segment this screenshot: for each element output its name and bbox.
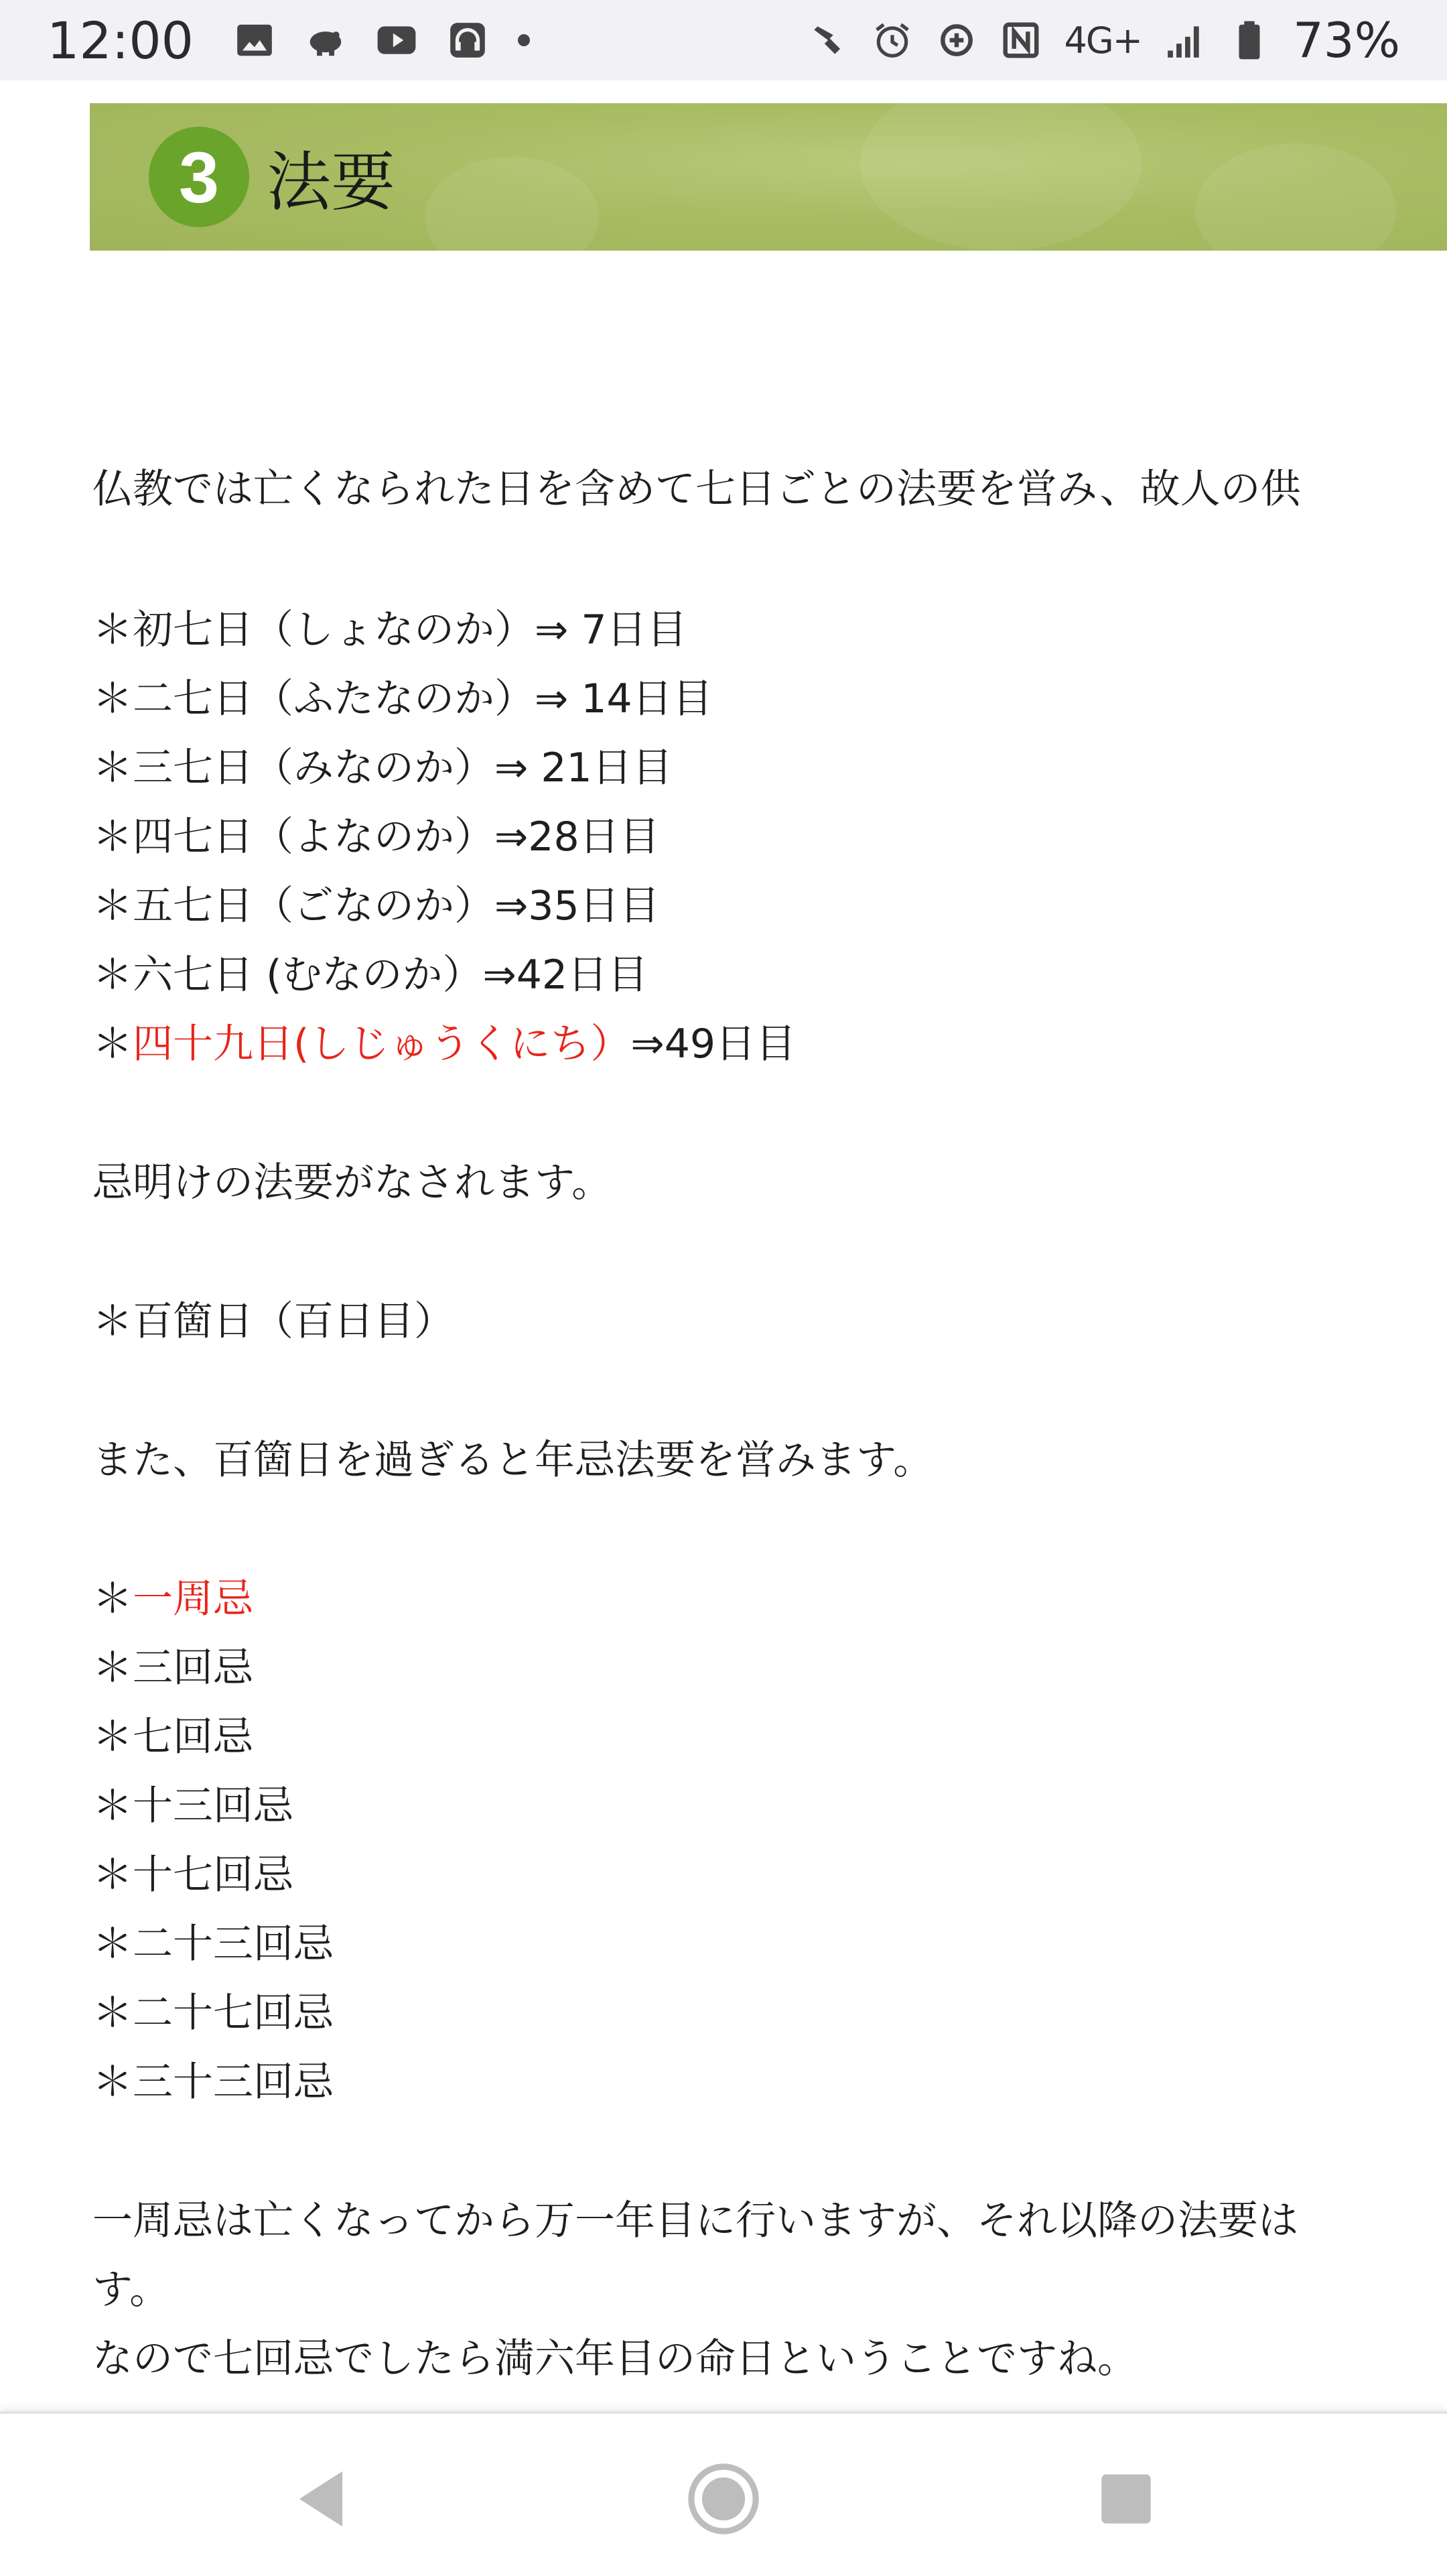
nenki-intro-text: また、百箇日を過ぎると年忌法要を営みます。: [92, 1437, 934, 1484]
back-icon[interactable]: [284, 2462, 358, 2536]
list-item: ＊五七日（ごなのか）⇒35日目: [92, 883, 660, 929]
list-item: ＊十七回忌: [92, 1852, 293, 1898]
recents-icon[interactable]: [1089, 2462, 1163, 2536]
list-item: ＊十三回忌: [92, 1783, 293, 1829]
list-item-shijuukunichi: ＊四十九日(しじゅうくにち）⇒49日目: [92, 1021, 797, 1068]
home-icon[interactable]: [687, 2462, 760, 2536]
section-title: 法要: [267, 144, 395, 220]
network-type: 4G+: [1064, 19, 1142, 62]
list-item: ＊六七日 (むなのか）⇒42日目: [92, 952, 648, 999]
list-item: ＊三十三回忌: [92, 2059, 334, 2106]
list-item: ＊七回忌: [92, 1714, 253, 1760]
status-time: 12:00: [47, 10, 194, 70]
list-item: ＊二七日（ふたなのか）⇒ 14日目: [92, 675, 713, 722]
navigation-bar: [0, 2411, 1447, 2576]
article-content: [92, 0, 1447, 2411]
highlight-red-text: 四十九日(しじゅうくにち）: [133, 1021, 631, 1068]
closing-text-3: なので七回忌でしたら満六年目の命日ということですね。: [92, 2335, 1138, 2382]
list-item: ＊三七日（みなのか）⇒ 21日目: [92, 745, 673, 791]
list-item: ＊初七日（しょなのか）⇒ 7日目: [92, 606, 687, 653]
section-number-badge: 3: [149, 127, 249, 227]
list-item: ＊四七日（よなのか）⇒28日目: [92, 814, 660, 860]
list-item: ＊三回忌: [92, 1645, 253, 1691]
battery-percent: 73%: [1292, 12, 1400, 68]
closing-text-1: 一周忌は亡くなってから万一年目に行いますが、それ以降の法要は: [92, 2197, 1298, 2244]
closing-text-2: す。: [92, 2266, 170, 2313]
kiake-text: 忌明けの法要がなされます。: [92, 1159, 612, 1206]
hyakkanichi-text: ＊百箇日（百日目）: [92, 1298, 454, 1345]
highlight-red-text: 一周忌: [133, 1575, 253, 1622]
list-item: ＊二十七回忌: [92, 1990, 334, 2037]
intro-text: 仏教では亡くなられた日を含めて七日ごとの法要を営み、故人の供: [92, 466, 1301, 513]
list-item: ＊二十三回忌: [92, 1921, 334, 1968]
section-header: [90, 103, 1447, 251]
list-item-isshuuki: ＊一周忌: [92, 1575, 253, 1622]
